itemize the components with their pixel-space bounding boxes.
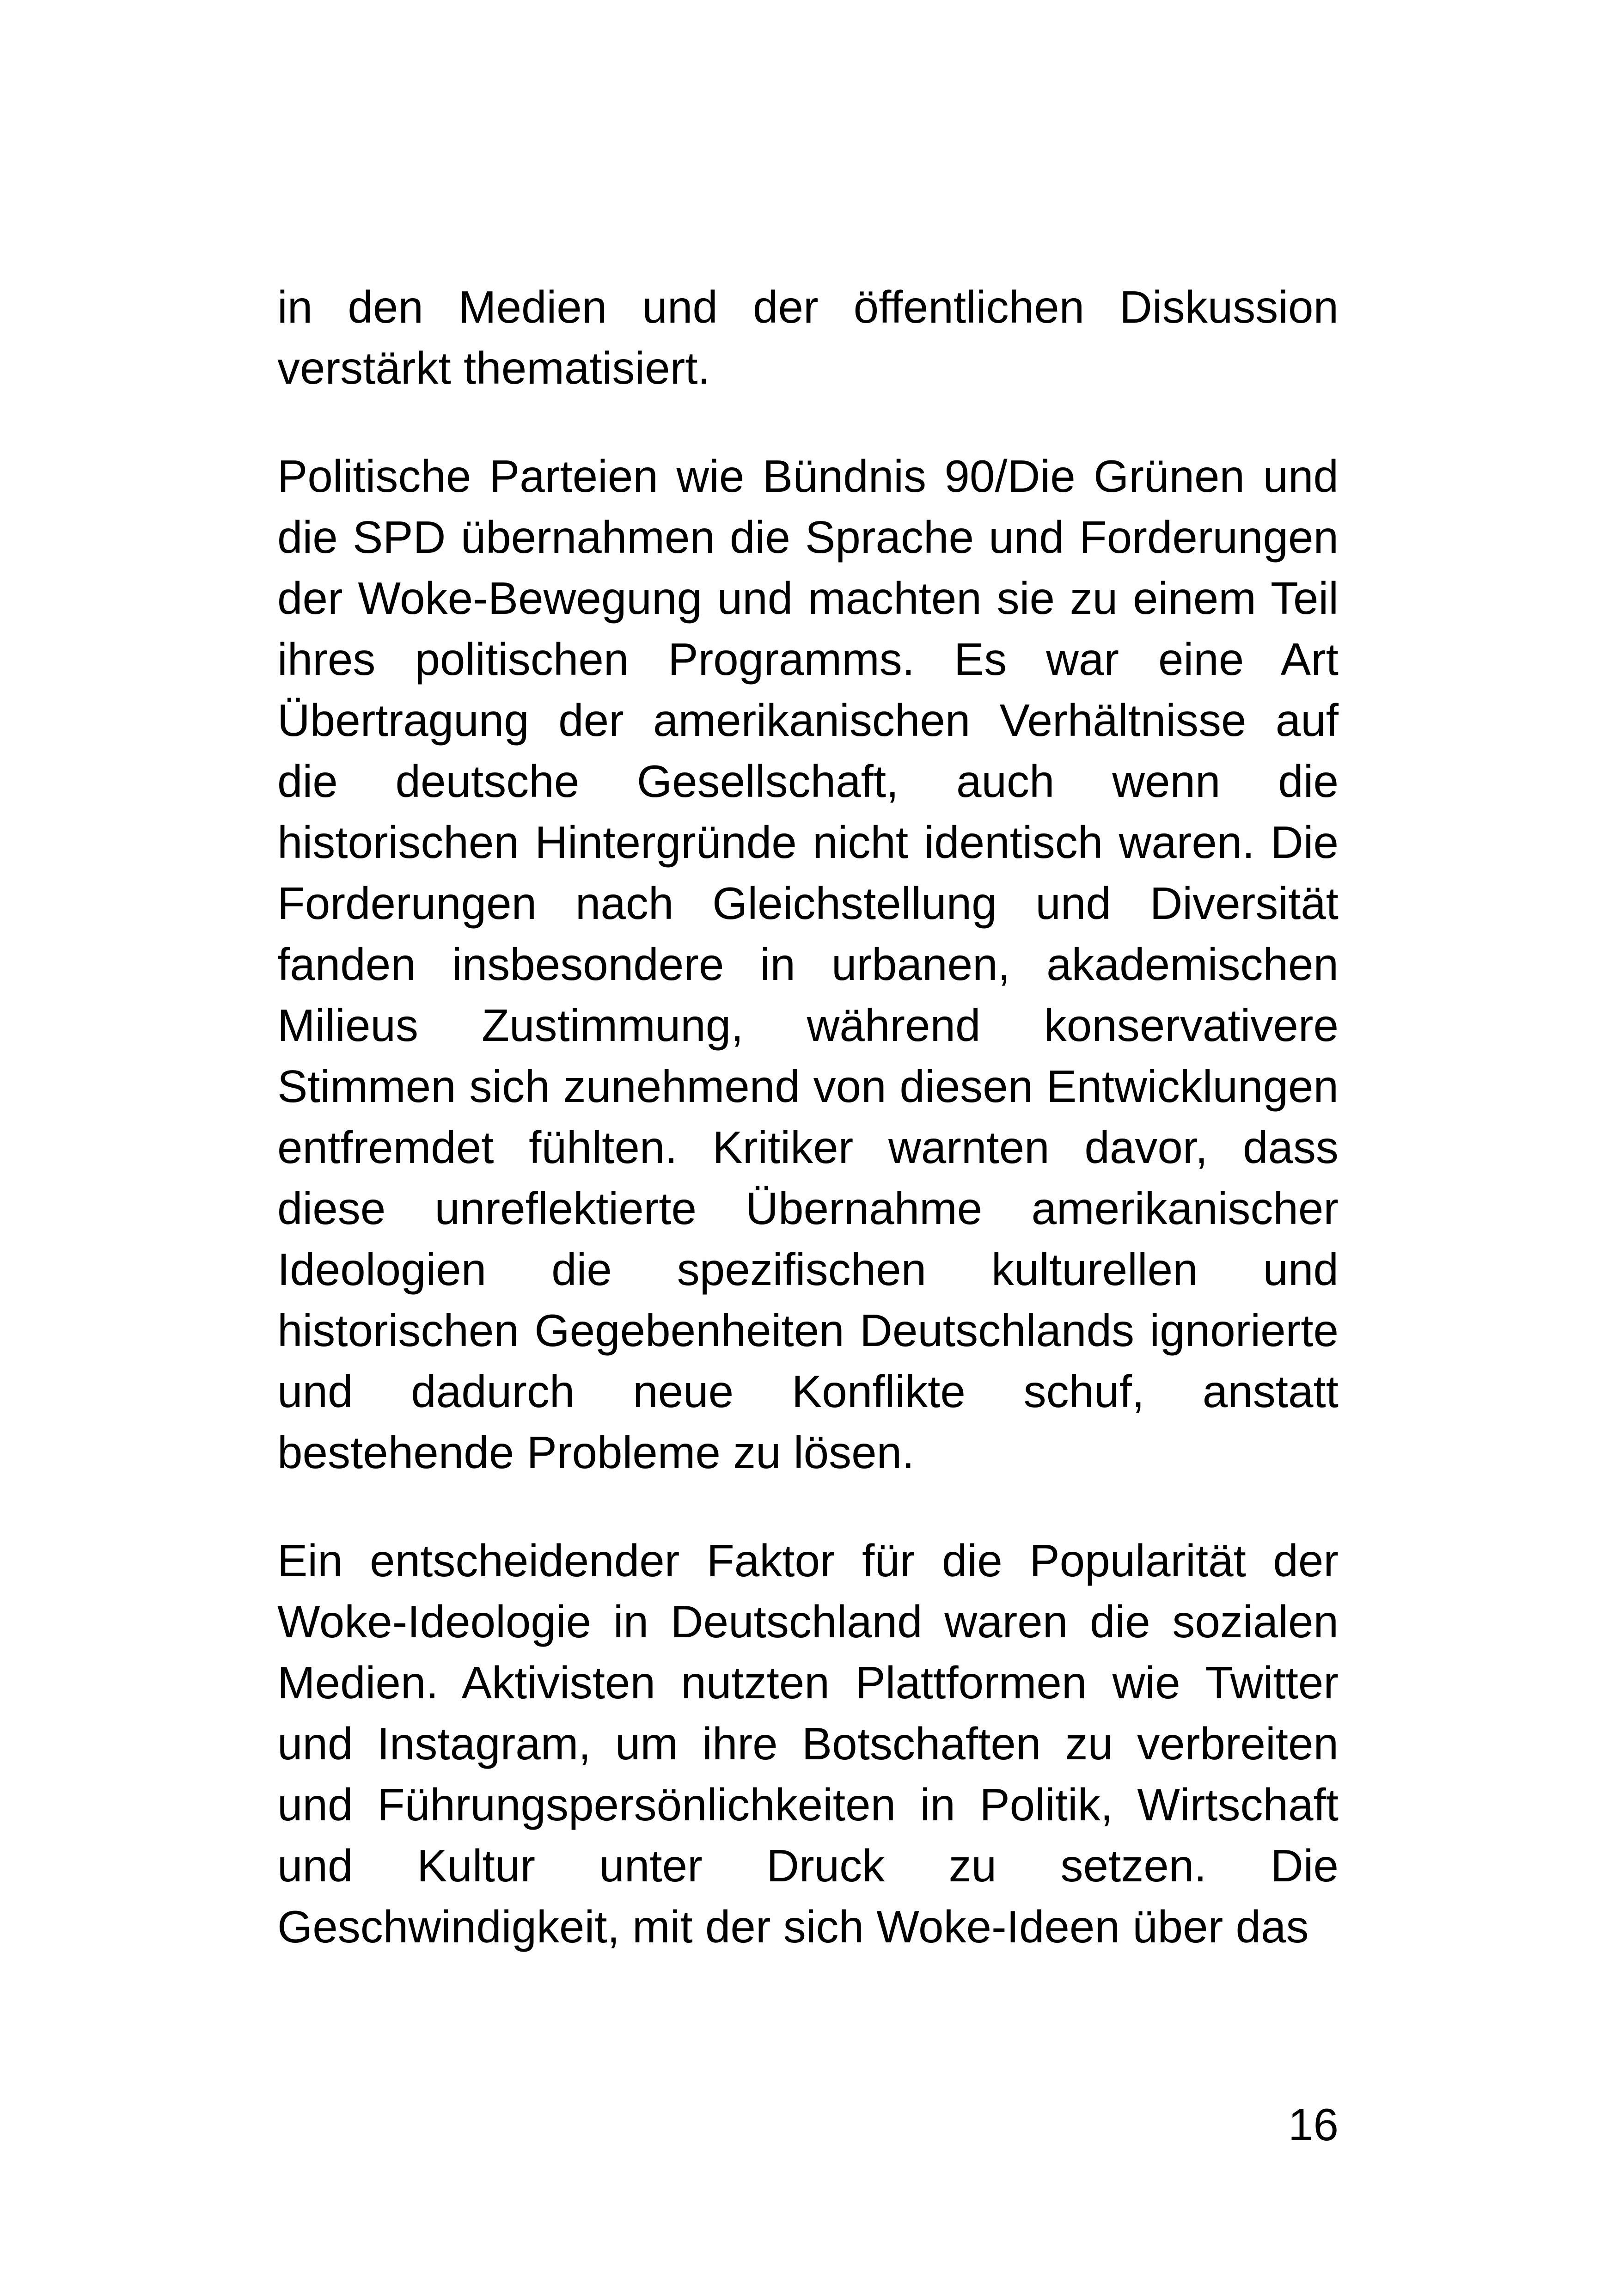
paragraph-1: in den Medien und der öffentlichen Diskussion verstärkt thematisiert. — [277, 282, 1339, 393]
page-number: 16 — [1288, 2099, 1339, 2150]
paragraph-2: Politische Parteien wie Bündnis 90/Die Grünen und die SPD übernahmen die Sprache und Forderungen der Woke-Bewegung und machten sie zu einem Teil ihres politischen Programms. Es war eine Art Übertragung der amerikanischen Verhältnisse auf die deutsche Gesellschaft, auch wenn die historischen Hintergründe nicht identisch waren. Die Forderungen nach Gleichstellung und Diversität fanden insbesondere in urbanen, akademischen Milieus Zustimmung, während konservativere Stimmen sich zunehmend von diesen Entwicklungen entfremdet fühlten. Kritiker warnten davor, dass diese unreflektierte Übernahme amerikanischer Ideologien die spezifischen kulturellen und historischen Gegebenheiten Deutschlands ignorierte und dadurch neue Konflikte schuf, anstatt bestehende Probleme zu lösen. — [277, 451, 1339, 1478]
paragraph-3: Ein entscheidender Faktor für die Popularität der Woke-Ideologie in Deutschland waren die sozialen Medien. Aktivisten nutzten Plattformen wie Twitter und Instagram, um ihre Botschaften zu verbreiten und Führungspersönlichkeiten in Politik, Wirtschaft und Kultur unter Druck zu setzen. Die Geschwindigkeit, mit der sich Woke-Ideen über das — [277, 1535, 1339, 1952]
body-text — [277, 276, 1339, 1957]
